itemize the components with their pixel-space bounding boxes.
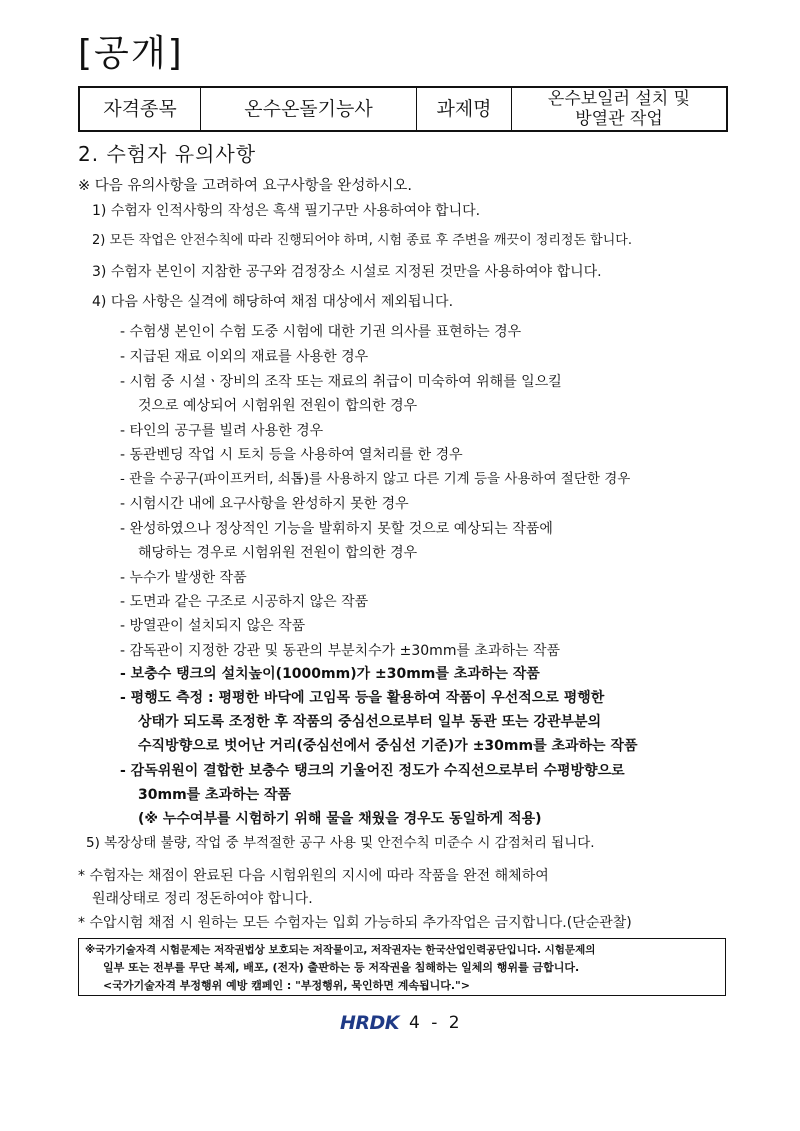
rule-item-5: 5) 복장상태 불량, 작업 중 부적절한 공구 사용 및 안전수칙 미준수 시 감점처리 됩니다. (86, 835, 595, 851)
disqualify-item-cont: 해당하는 경우로 시험위원 전원이 합의한 경우 (138, 545, 418, 561)
disqualify-item: - 방열관이 설치되지 않은 작품 (120, 618, 306, 634)
disqualify-note: (※ 누수여부를 시험하기 위해 물을 채웠을 경우도 동일하게 적용) (138, 811, 542, 827)
disqualify-item: - 완성하였으나 정상적인 기능을 발휘하지 못할 것으로 예상되는 작품에 (120, 521, 553, 537)
rule-item-1: 1) 수험자 인적사항의 작성은 흑색 필기구만 사용하여야 합니다. (92, 203, 481, 219)
intro-text: ※ 다음 유의사항을 고려하여 요구사항을 완성하시오. (78, 178, 412, 194)
disqualify-item: - 수험생 본인이 수험 도중 시험에 대한 기권 의사를 표현하는 경우 (120, 324, 522, 340)
task-label: 과제명 (417, 87, 512, 131)
qualification-label: 자격종목 (79, 87, 201, 131)
disqualify-item: - 관을 수공구(파이프커터, 쇠톱)를 사용하지 않고 다른 기계 등을 사용하여 절단한 경우 (120, 471, 631, 487)
copyright-line-1: ※국가기술자격 시험문제는 저작권법상 보호되는 저작물이고, 저작권자는 한국산업인력공단입니다. 시험문제의 (85, 944, 596, 956)
disqualify-item: - 시험 중 시설ㆍ장비의 조작 또는 재료의 취급이 미숙하여 위해를 일으킬 (120, 374, 562, 390)
page-footer (340, 1010, 463, 1036)
disqualify-item: - 타인의 공구를 빌려 사용한 경우 (120, 423, 324, 439)
note-2: * 수압시험 채점 시 원하는 모든 수험자는 입회 가능하되 추가작업은 금지합니다.(단순관찰) (78, 915, 632, 931)
disqualify-item: - 동관벤딩 작업 시 토치 등을 사용하여 열처리를 한 경우 (120, 447, 463, 463)
task-value-line2: 방열관 작업 (575, 109, 663, 129)
note-1-cont: 원래상태로 정리 정돈하여야 합니다. (92, 891, 313, 907)
copyright-line-2: 일부 또는 전부를 무단 복제, 배포, (전자) 출판하는 등 저작권을 침해하는 일체의 행위를 금합니다. (103, 961, 580, 974)
task-value-line1: 온수보일러 설치 및 (547, 89, 691, 109)
section-title: 2. 수험자 유의사항 (78, 142, 257, 166)
disqualify-item: - 지급된 재료 이외의 재료를 사용한 경우 (120, 349, 369, 365)
campaign-line: <국가기술자격 부정행위 예방 캠페인 : "부정행위, 묵인하면 계속됩니다."> (103, 979, 470, 992)
disqualify-item: - 누수가 발생한 작품 (120, 570, 247, 586)
disqualify-item: - 평행도 측정 : 평평한 바닥에 고임목 등을 활용하여 작품이 우선적으로 평행한 (120, 690, 605, 706)
disqualify-item: - 감독위원이 결합한 보충수 탱크의 기울어진 정도가 수직선으로부터 수평방향으로 (120, 763, 625, 779)
exam-info-table (78, 86, 728, 132)
disqualify-item-cont: 30mm를 초과하는 작품 (138, 787, 292, 803)
disqualify-item: - 도면과 같은 구조로 시공하지 않은 작품 (120, 594, 369, 610)
disqualify-item: - 감독관이 지정한 강관 및 동관의 부분치수가 ±30mm를 초과하는 작품 (120, 643, 561, 659)
rule-item-2: 2) 모든 작업은 안전수칙에 따라 진행되어야 하며, 시험 종료 후 주변을 깨끗이 정리정돈 합니다. (92, 233, 632, 248)
disqualify-item-cont: 수직방향으로 벗어난 거리(중심선에서 중심선 기준)가 ±30mm를 초과하는 작품 (138, 738, 638, 754)
hrdk-logo: HRDK (340, 1012, 400, 1034)
page-number: 4 - 2 (409, 1013, 463, 1033)
copyright-notice-box (78, 938, 726, 996)
document-label: [공개] (78, 33, 184, 74)
disqualify-item: - 보충수 탱크의 설치높이(1000mm)가 ±30mm를 초과하는 작품 (120, 666, 540, 682)
disqualify-item: - 시험시간 내에 요구사항을 완성하지 못한 경우 (120, 496, 409, 512)
note-1: * 수험자는 채점이 완료된 다음 시험위원의 지시에 따라 작품을 완전 해체하여 (78, 868, 549, 884)
qualification-value: 온수온돌기능사 (201, 87, 417, 131)
rule-item-4: 4) 다음 사항은 실격에 해당하여 채점 대상에서 제외됩니다. (92, 294, 454, 310)
disqualify-item-cont: 상태가 되도록 조정한 후 작품의 중심선으로부터 일부 동관 또는 강관부분의 (138, 714, 602, 730)
disqualify-item-cont: 것으로 예상되어 시험위원 전원이 합의한 경우 (138, 398, 418, 414)
rule-item-3: 3) 수험자 본인이 지참한 공구와 검정장소 시설로 지정된 것만을 사용하여야 합니다. (92, 264, 602, 280)
task-value (512, 87, 728, 131)
